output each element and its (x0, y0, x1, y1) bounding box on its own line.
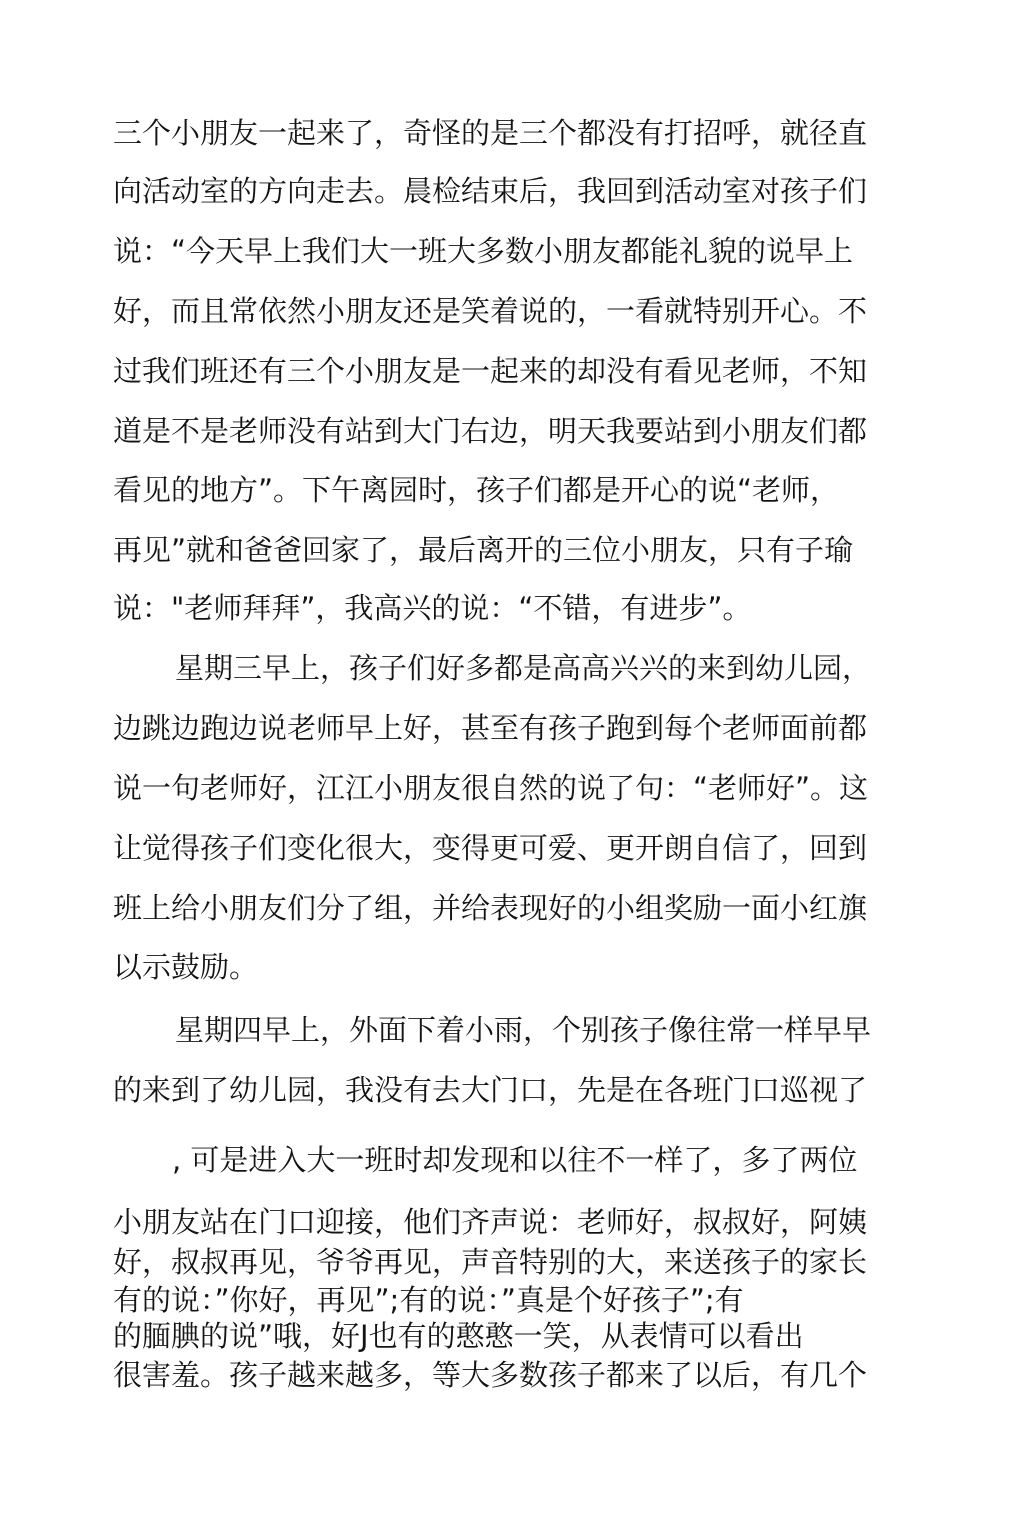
text-line: 好，而且常依然小朋友还是笑着说的，一看就特别开心。不 (113, 294, 868, 328)
text-line: 很害羞。孩子越来越多，等大多数孩子都来了以后，有几个 (113, 1358, 868, 1392)
text-line: 说：“今天早上我们大一班大多数小朋友都能礼貌的说早上 (113, 234, 854, 268)
text-line: 说一句老师好，江江小朋友很自然的说了句：“老师好”。这 (113, 771, 869, 805)
text-line: 三个小朋友一起来了，奇怪的是三个都没有打招呼，就径直 (113, 116, 868, 150)
text-line: 的来到了幼儿园，我没有去大门口，先是在各班门口巡视了 (113, 1073, 868, 1107)
text-line: 星期四早上，外面下着小雨，个别孩子像往常一样早早 (175, 1013, 872, 1047)
text-line: 小朋友站在门口迎接，他们齐声说：老师好，叔叔好，阿姨 (113, 1205, 868, 1239)
text-line: 看见的地方”。下午离园时，孩子们都是开心的说“老师， (113, 473, 840, 507)
text-line: , 可是进入大一班时却发现和以往不一样了，多了两位 (172, 1143, 858, 1177)
text-line: 向活动室的方向走去。晨检结束后，我回到活动室对孩子们 (113, 174, 868, 208)
text-line: 好，叔叔再见，爷爷再见，声音特别的大，来送孩子的家长 (113, 1245, 868, 1279)
text-line: 说："老师拜拜”，我高兴的说：“不错，有进步”。 (113, 591, 752, 625)
text-line: 让觉得孩子们变化很大，变得更可爱、更开朗自信了，回到 (113, 831, 868, 865)
text-line: 班上给小朋友们分了组，并给表现好的小组奖励一面小红旗 (113, 891, 868, 925)
text-line: 有的说：”你好，再见”;有的说：”真是个好孩子”;有 (113, 1283, 744, 1317)
text-line: 过我们班还有三个小朋友是一起来的却没有看见老师，不知 (113, 354, 868, 388)
text-line: 星期三早上，孩子们好多都是高高兴兴的来到幼儿园， (175, 651, 872, 685)
text-line: 边跳边跑边说老师早上好，甚至有孩子跑到每个老师面前都 (113, 711, 868, 745)
text-line: 再见”就和爸爸回家了，最后离开的三位小朋友，只有子瑜 (113, 533, 854, 567)
text-line: 以示鼓励。 (113, 950, 259, 984)
text-line: 的腼腆的说”哦，好J也有的憨憨一笑，从表情可以看出 (113, 1319, 804, 1353)
text-line: 道是不是老师没有站到大门右边，明天我要站到小朋友们都 (113, 414, 868, 448)
